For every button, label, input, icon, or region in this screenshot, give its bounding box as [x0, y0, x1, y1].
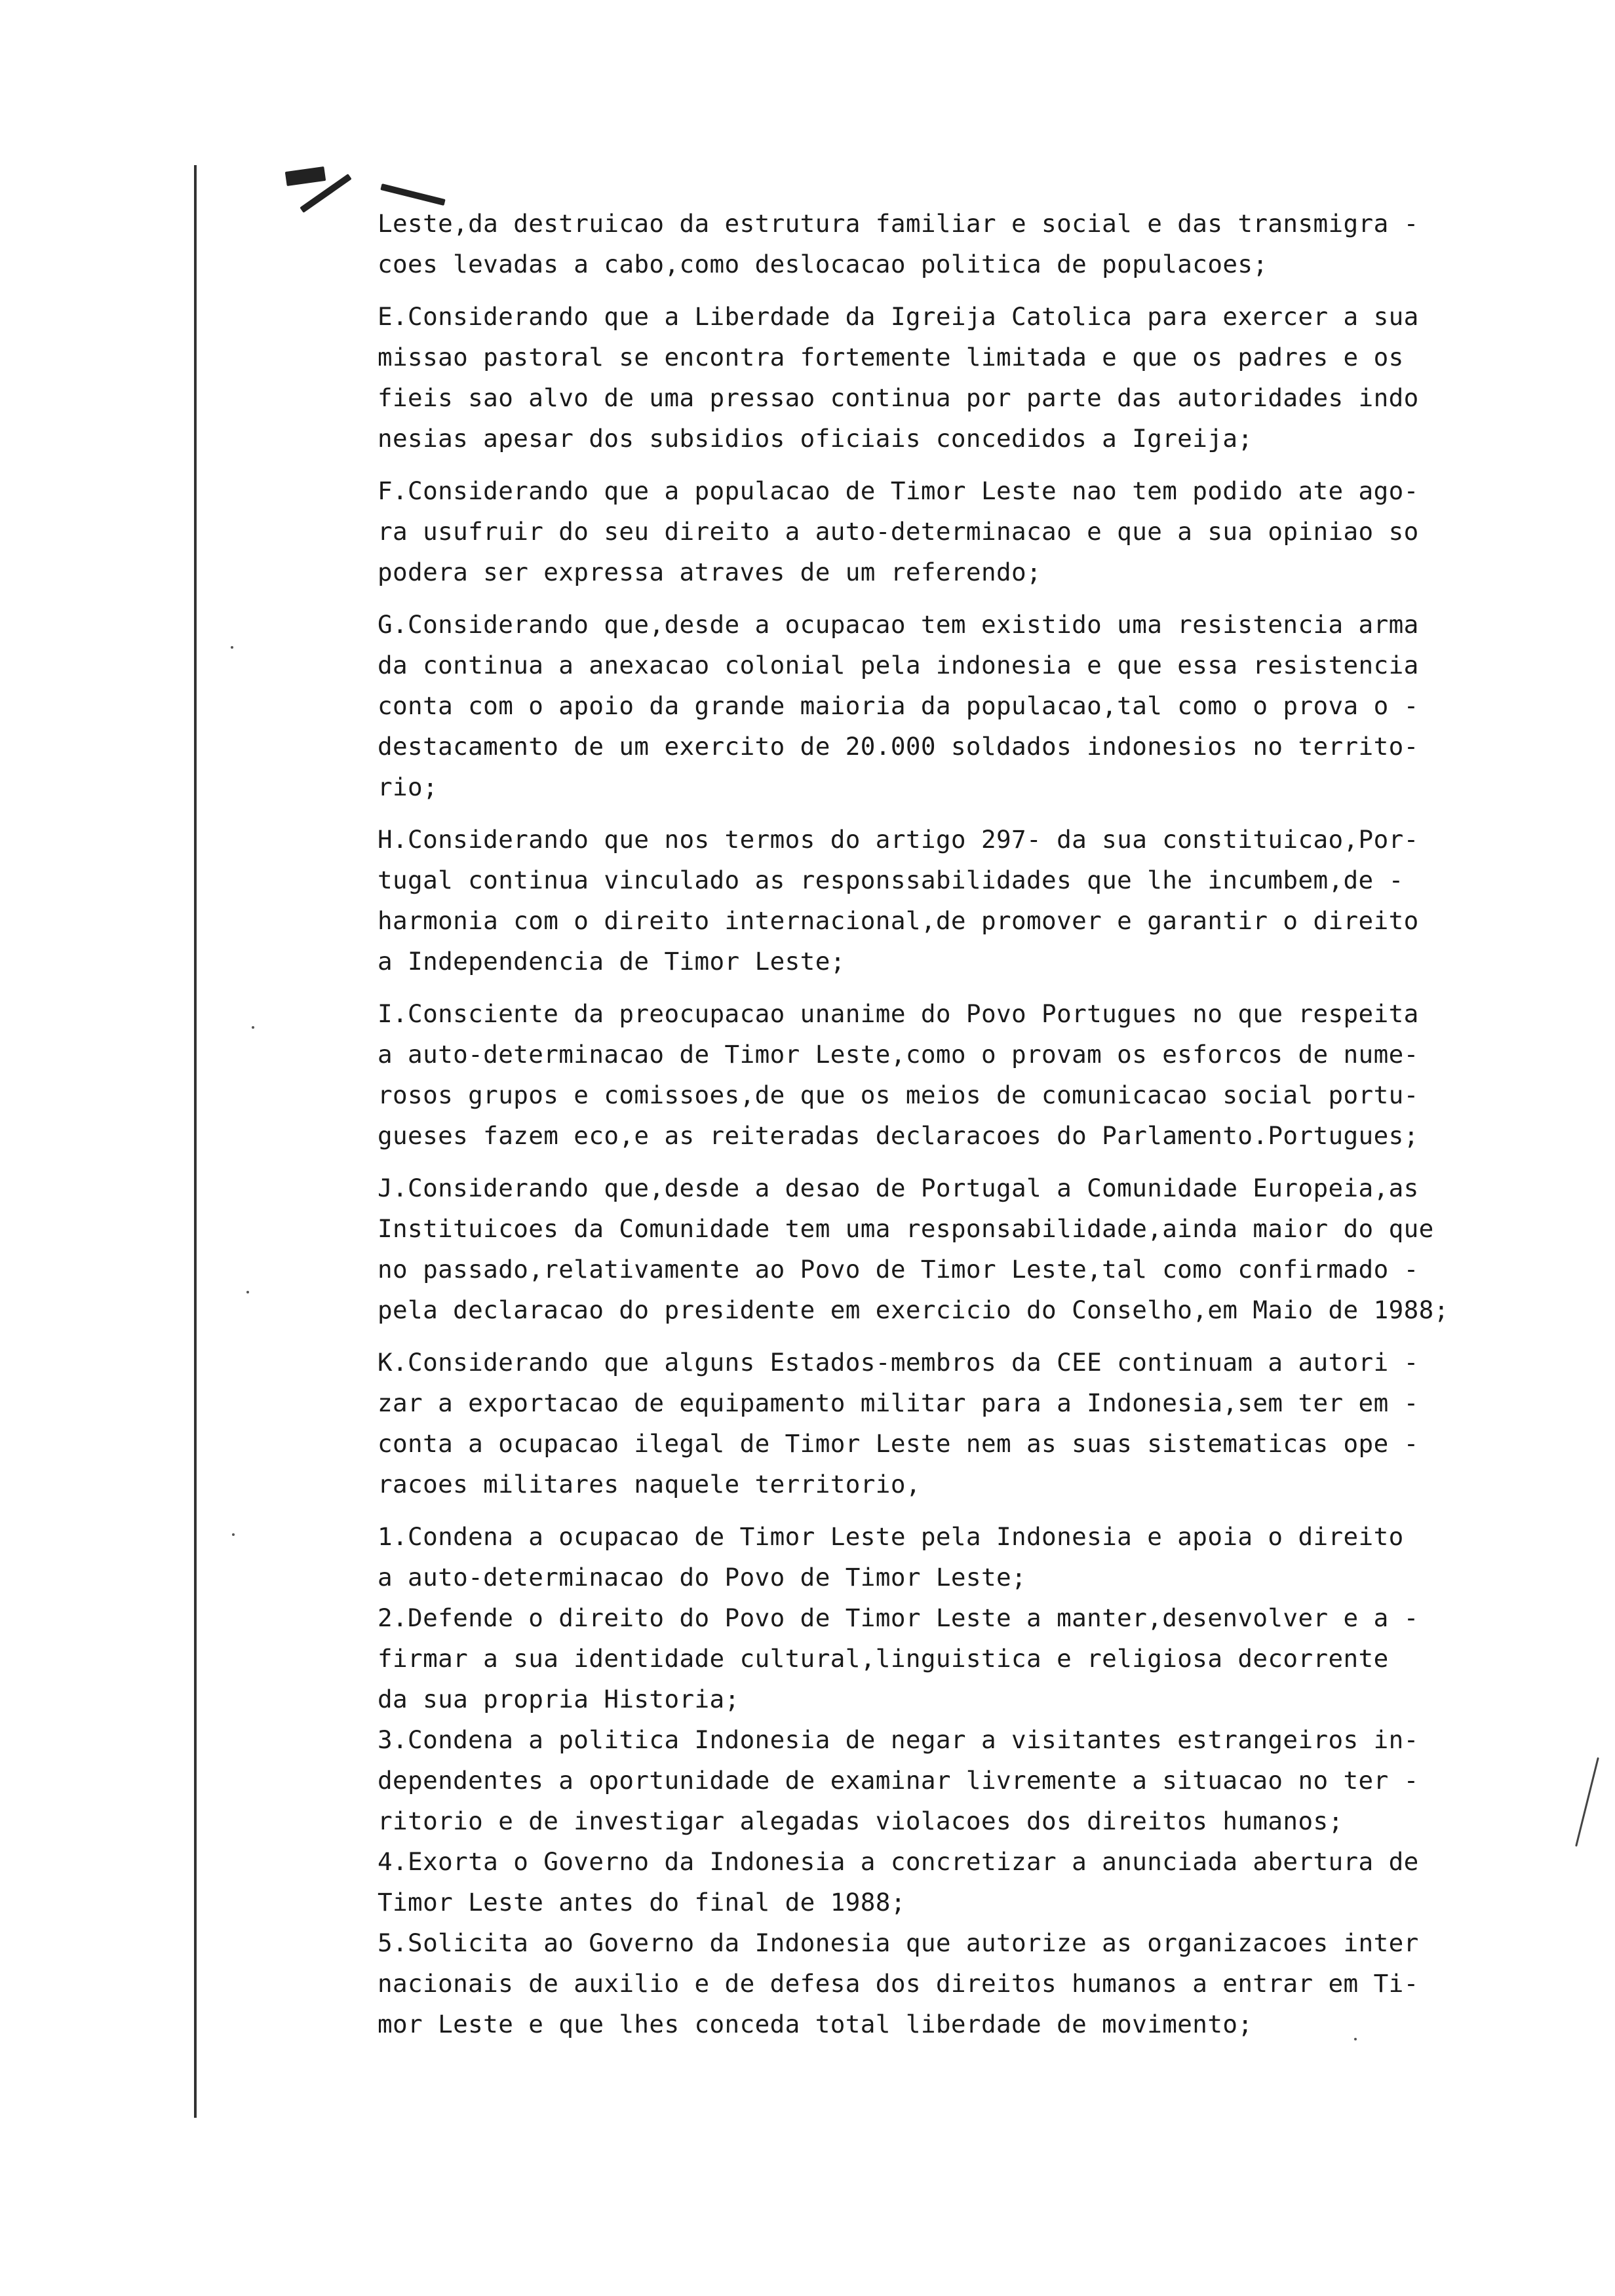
scan-speck [246, 1291, 249, 1293]
text-line: fieis sao alvo de uma pressao continua por parte das autoridades indo [378, 383, 1419, 412]
paragraph-item-4 [378, 1841, 1584, 1923]
scan-speck [231, 646, 233, 649]
text-line: no passado,relativamente ao Povo de Timor Leste,tal como confirmado - [378, 1255, 1419, 1284]
scan-speck [252, 1026, 254, 1029]
paragraph-clause-h [378, 819, 1584, 982]
text-line: coes levadas a cabo,como deslocacao politica de populacoes; [378, 250, 1268, 278]
text-line: G.Considerando que,desde a ocupacao tem existido uma resistencia arma [378, 610, 1419, 639]
text-line: K.Considerando que alguns Estados-membros da CEE continuam a autori - [378, 1348, 1419, 1377]
text-line: zar a exportacao de equipamento militar para a Indonesia,sem ter em - [378, 1388, 1419, 1417]
text-line: I.Consciente da preocupacao unanime do Povo Portugues no que respeita [378, 999, 1419, 1028]
text-line: conta a ocupacao ilegal de Timor Leste nem as suas sistematicas ope - [378, 1429, 1419, 1458]
text-line: 3.Condena a politica Indonesia de negar a visitantes estrangeiros in- [378, 1725, 1419, 1754]
text-line: ra usufruir do seu direito a auto-determinacao e que a sua opiniao so [378, 517, 1419, 546]
text-line: gueses fazem eco,e as reiteradas declaracoes do Parlamento.Portugues; [378, 1121, 1419, 1150]
text-line: harmonia com o direito internacional,de promover e garantir o direito [378, 906, 1419, 935]
paragraph-item-3 [378, 1719, 1584, 1841]
text-line: da continua a anexacao colonial pela indonesia e que essa resistencia [378, 651, 1419, 679]
text-line: Instituicoes da Comunidade tem uma responsabilidade,ainda maior do que [378, 1214, 1434, 1243]
text-line: Timor Leste antes do final de 1988; [378, 1888, 906, 1917]
paragraph-continuation [378, 203, 1584, 284]
document-body [378, 203, 1584, 2044]
text-line: racoes militares naquele territorio, [378, 1470, 921, 1499]
ink-smudge-mark [285, 166, 326, 186]
text-line: firmar a sua identidade cultural,linguistica e religiosa decorrente [378, 1644, 1389, 1673]
paragraph-clause-j [378, 1168, 1584, 1330]
text-line: pela declaracao do presidente em exercicio do Conselho,em Maio de 1988; [378, 1295, 1449, 1324]
text-line: rio; [378, 773, 438, 801]
text-line: J.Considerando que,desde a desao de Portugal a Comunidade Europeia,as [378, 1174, 1419, 1202]
ink-dash-mark [380, 183, 445, 206]
text-line: da sua propria Historia; [378, 1685, 740, 1713]
text-line: 4.Exorta o Governo da Indonesia a concretizar a anunciada abertura de [378, 1847, 1419, 1876]
margin-rule [194, 165, 197, 2118]
text-line: a auto-determinacao do Povo de Timor Leste; [378, 1563, 1027, 1592]
text-line: destacamento de um exercito de 20.000 soldados indonesios no territo- [378, 732, 1419, 761]
text-line: Leste,da destruicao da estrutura familiar e social e das transmigra - [378, 209, 1419, 238]
paragraph-item-1 [378, 1516, 1584, 1598]
text-line: conta com o apoio da grande maioria da populacao,tal como o prova o - [378, 691, 1419, 720]
text-line: nesias apesar dos subsidios oficiais concedidos a Igreija; [378, 424, 1253, 453]
paragraph-clause-e [378, 296, 1584, 459]
text-line: rosos grupos e comissoes,de que os meios de comunicacao social portu- [378, 1081, 1419, 1109]
paragraph-clause-i [378, 993, 1584, 1156]
text-line: 1.Condena a ocupacao de Timor Leste pela Indonesia e apoia o direito [378, 1522, 1404, 1551]
text-line: nacionais de auxilio e de defesa dos direitos humanos a entrar em Ti- [378, 1969, 1419, 1998]
text-line: a auto-determinacao de Timor Leste,como o provam os esforcos de nume- [378, 1040, 1419, 1069]
text-line: dependentes a oportunidade de examinar livremente a situacao no ter - [378, 1766, 1419, 1795]
text-line: 2.Defende o direito do Povo de Timor Leste a manter,desenvolver e a - [378, 1603, 1419, 1632]
text-line: a Independencia de Timor Leste; [378, 947, 846, 976]
text-line: H.Considerando que nos termos do artigo 297- da sua constituicao,Por- [378, 825, 1419, 854]
text-line: 5.Solicita ao Governo da Indonesia que autorize as organizacoes inter [378, 1928, 1419, 1957]
paragraph-item-5 [378, 1923, 1584, 2044]
text-line: tugal continua vinculado as responssabilidades que lhe incumbem,de - [378, 866, 1404, 894]
scan-speck [232, 1533, 235, 1536]
text-line: missao pastoral se encontra fortemente limitada e que os padres e os [378, 343, 1404, 372]
text-line: ritorio e de investigar alegadas violacoes dos direitos humanos; [378, 1807, 1344, 1835]
paragraph-item-2 [378, 1598, 1584, 1719]
text-line: F.Considerando que a populacao de Timor Leste nao tem podido ate ago- [378, 476, 1419, 505]
paragraph-clause-g [378, 604, 1584, 807]
paragraph-clause-f [378, 470, 1584, 592]
text-line: E.Considerando que a Liberdade da Igreija Catolica para exercer a sua [378, 302, 1419, 331]
paragraph-clause-k [378, 1342, 1584, 1504]
text-line: podera ser expressa atraves de um referendo; [378, 558, 1042, 586]
text-line: mor Leste e que lhes conceda total liberdade de movimento; [378, 2010, 1253, 2038]
